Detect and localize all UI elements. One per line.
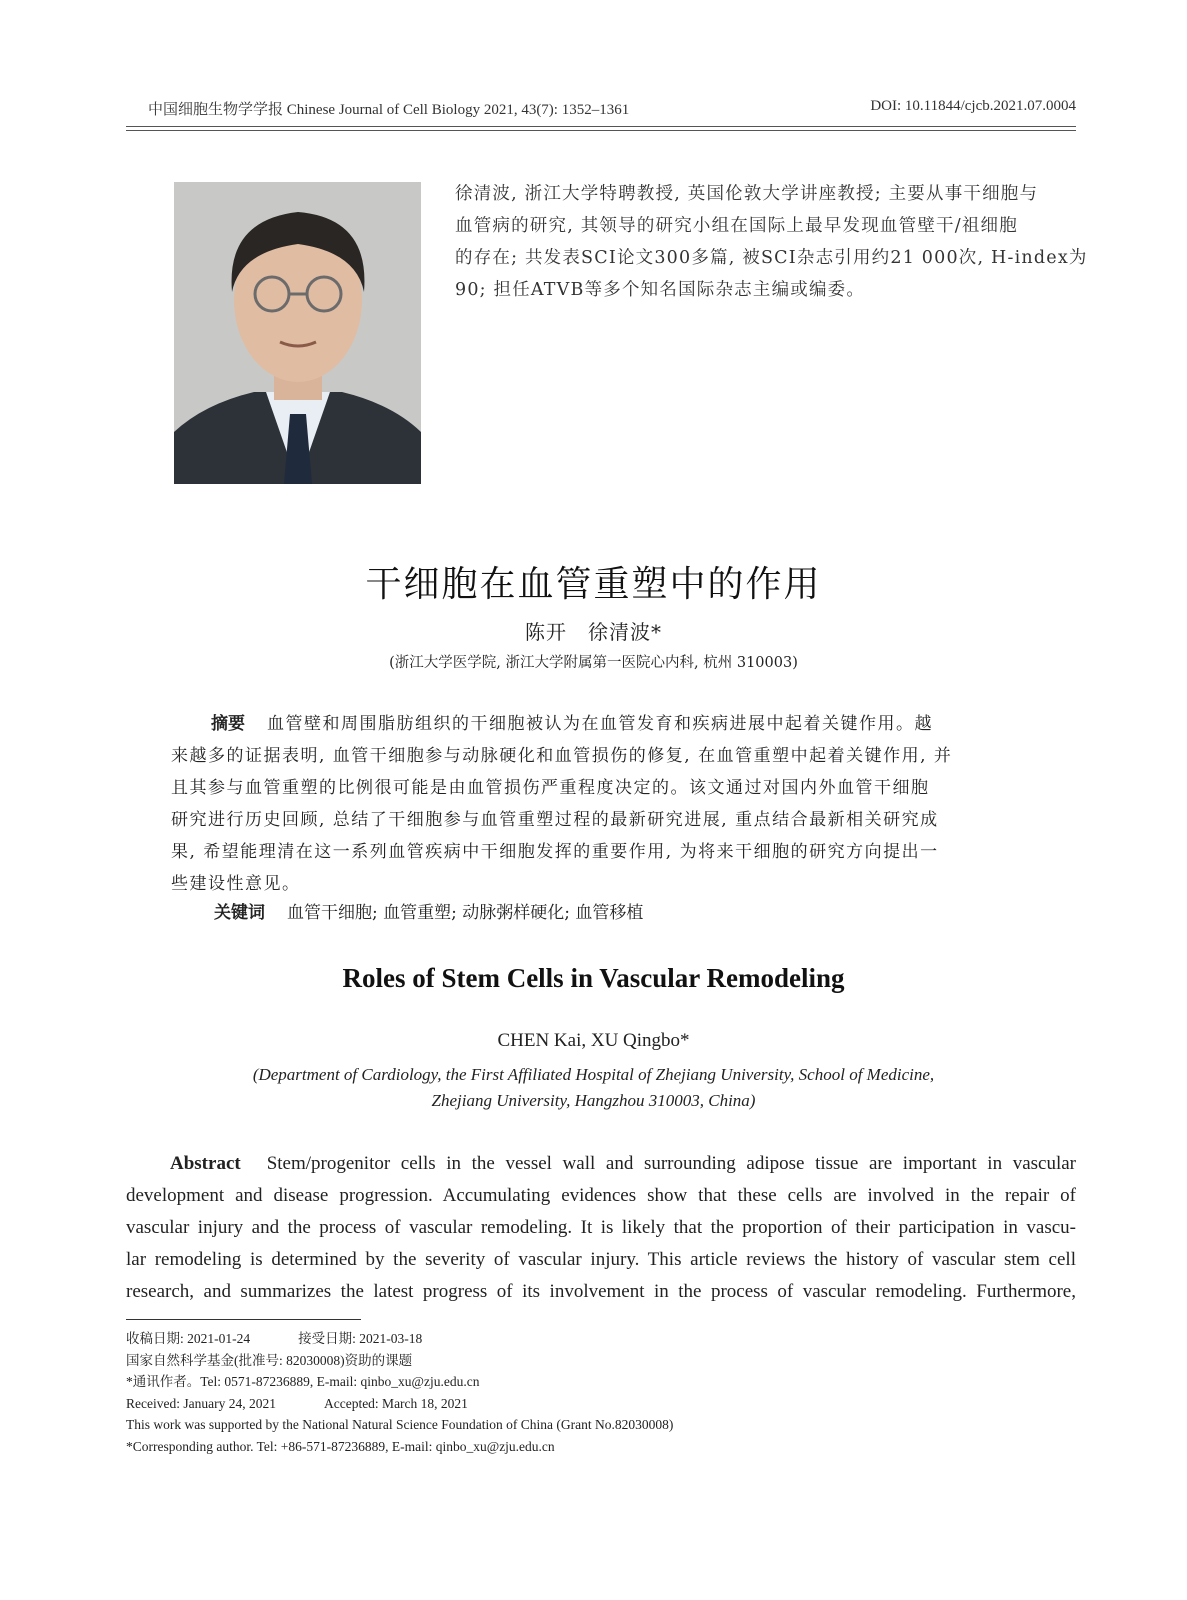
header-rule xyxy=(126,126,1076,127)
corresponding-en: *Corresponding author. Tel: +86-571-87236889, E-mail: qinbo_xu@zju.edu.cn xyxy=(126,1438,555,1454)
abstract-cn-line: 研究进行历史回顾, 总结了干细胞参与血管重塑过程的最新研究进展, 重点结合最新相关研究成 xyxy=(171,810,939,830)
abstract-en-line: development and disease progression. Accumulating evidences show that these cells are involved in the repair of xyxy=(126,1185,1076,1206)
funding-en: This work was supported by the National Natural Science Foundation of China (Grant No.82030008) xyxy=(126,1417,674,1432)
corresponding-cn: *通讯作者。Tel: 0571-87236889, E-mail: qinbo_xu@zju.edu.cn xyxy=(126,1374,480,1389)
author-bio xyxy=(455,178,1088,306)
authors-chinese: 陈开 徐清波* xyxy=(525,620,662,644)
footnotes xyxy=(126,1328,673,1457)
abstract-english xyxy=(126,1148,1076,1308)
author-photo xyxy=(174,182,421,484)
abstract-en-line: Stem/progenitor cells in the vessel wall and surrounding adipose tissue are important in vascular xyxy=(266,1153,1076,1174)
bio-line: 血管病的研究, 其领导的研究小组在国际上最早发现血管壁干/祖细胞 xyxy=(455,216,1018,236)
bio-line: 90; 担任ATVB等多个知名国际杂志主编或编委。 xyxy=(455,280,866,300)
abstract-cn-line: 果, 希望能理清在这一系列血管疾病中干细胞发挥的重要作用, 为将来干细胞的研究方向提出一 xyxy=(171,842,939,862)
abstract-en-label: Abstract xyxy=(170,1153,241,1174)
keywords-text: 血管干细胞; 血管重塑; 动脉粥样硬化; 血管移植 xyxy=(287,903,644,923)
bio-line: 的存在; 共发表SCI论文300多篇, 被SCI杂志引用约21 000次, H-index为 xyxy=(455,248,1088,268)
footnote-rule xyxy=(126,1319,361,1320)
received-date-en: Received: January 24, 2021 xyxy=(126,1395,276,1411)
abstract-cn-line: 且其参与血管重塑的比例很可能是由血管损伤严重程度决定的。该文通过对国内外血管干细胞 xyxy=(171,778,930,798)
abstract-cn-line: 些建设性意见。 xyxy=(171,874,301,894)
accepted-date-cn: 接受日期: 2021-03-18 xyxy=(298,1331,423,1346)
title-english: Roles of Stem Cells in Vascular Remodeling xyxy=(342,963,845,993)
keywords-label: 关键词 xyxy=(214,903,265,923)
abstract-chinese xyxy=(171,708,1041,900)
abstract-cn-line: 血管壁和周围脂肪组织的干细胞被认为在血管发育和疾病进展中起着关键作用。越 xyxy=(267,714,933,734)
doi: DOI: 10.11844/cjcb.2021.07.0004 xyxy=(870,98,1076,114)
affiliation-english xyxy=(0,1062,1187,1114)
abstract-en-line: research, and summarizes the latest progress of its involvement in the process of vascular remodeling. Furthermore, xyxy=(126,1281,1076,1302)
accepted-date-en: Accepted: March 18, 2021 xyxy=(323,1395,468,1411)
funding-cn: 国家自然科学基金(批准号: 82030008)资助的课题 xyxy=(126,1352,413,1368)
abstract-en-first-line xyxy=(126,1148,1076,1180)
abstract-en-line: vascular injury and the process of vascular remodeling. It is likely that the proportion of their participation in vascu- xyxy=(126,1217,1076,1238)
abstract-en-line: lar remodeling is determined by the severity of vascular injury. This article reviews the history of vascular stem cell xyxy=(126,1249,1076,1270)
affiliation-en-line: (Department of Cardiology, the First Affiliated Hospital of Zhejiang University, School of Medicine, xyxy=(252,1065,935,1084)
footnote-dates-en xyxy=(126,1393,673,1415)
abstract-cn-first-line xyxy=(171,708,1041,740)
keywords-chinese xyxy=(214,898,643,923)
footnote-dates-cn xyxy=(126,1328,673,1350)
header-rule xyxy=(126,130,1076,131)
abstract-cn-label: 摘要 xyxy=(211,714,245,734)
running-header xyxy=(126,98,1076,122)
affiliation-chinese: (浙江大学医学院, 浙江大学附属第一医院心内科, 杭州 310003) xyxy=(389,655,798,671)
affiliation-en-line: Zhejiang University, Hangzhou 310003, China) xyxy=(431,1091,756,1110)
authors-english: CHEN Kai, XU Qingbo* xyxy=(497,1030,690,1051)
abstract-cn-line: 来越多的证据表明, 血管干细胞参与动脉硬化和血管损伤的修复, 在血管重塑中起着关键作用, 并 xyxy=(171,746,953,766)
received-date-cn: 收稿日期: 2021-01-24 xyxy=(126,1331,251,1346)
journal-citation: 中国细胞生物学学报 Chinese Journal of Cell Biology 2021, 43(7): 1352–1361 xyxy=(148,102,630,118)
title-chinese: 干细胞在血管重塑中的作用 xyxy=(365,564,822,605)
bio-line: 徐清波, 浙江大学特聘教授, 英国伦敦大学讲座教授; 主要从事干细胞与 xyxy=(455,184,1039,204)
